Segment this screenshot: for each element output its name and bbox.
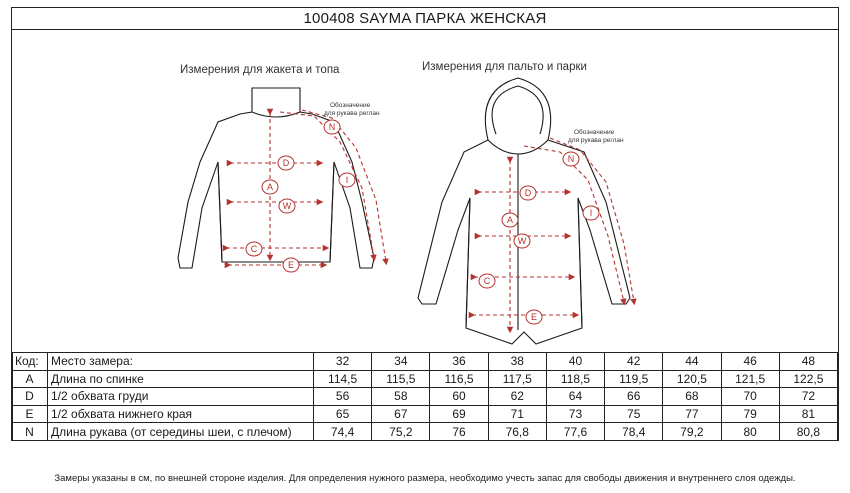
- parka-marker-i: I: [589, 208, 593, 218]
- row-value: 60: [430, 388, 488, 406]
- table-divider: [12, 352, 838, 353]
- row-value: 64: [546, 388, 604, 406]
- jacket-marker-c: C: [250, 244, 258, 254]
- parka-raglan-note: [568, 128, 624, 144]
- jacket-caption: Измерения для жакета и топа: [180, 64, 340, 76]
- row-code: D: [13, 388, 48, 406]
- row-value: 116,5: [430, 370, 488, 388]
- row-value: 119,5: [605, 370, 663, 388]
- row-value: 76: [430, 423, 488, 441]
- row-value: 120,5: [663, 370, 721, 388]
- parka-marker-c: C: [483, 276, 491, 286]
- row-value: 73: [546, 405, 604, 423]
- row-value: 70: [721, 388, 779, 406]
- parka-marker-d: D: [524, 188, 532, 198]
- parka-measure-lines: [472, 138, 634, 330]
- header-size: 44: [663, 353, 721, 371]
- jacket-marker-d: D: [282, 158, 290, 168]
- size-table: [12, 352, 838, 441]
- parka-marker-labels: [484, 154, 593, 322]
- row-value: 58: [372, 388, 430, 406]
- jacket-marker-a: A: [266, 182, 274, 192]
- parka-marker-n: N: [567, 154, 575, 164]
- jacket-raglan-line1: Обозначение: [330, 102, 371, 109]
- row-value: 74,4: [314, 423, 372, 441]
- header-size: 40: [546, 353, 604, 371]
- row-value: 122,5: [779, 370, 837, 388]
- header-code: Код:: [13, 353, 48, 371]
- parka-marker-w: W: [517, 236, 527, 246]
- jacket-marker-w: W: [282, 201, 292, 211]
- row-value: 77: [663, 405, 721, 423]
- row-value: 66: [605, 388, 663, 406]
- row-code: N: [13, 423, 48, 441]
- jacket-marker-n: N: [328, 122, 336, 132]
- header-size: 38: [488, 353, 546, 371]
- row-value: 80: [721, 423, 779, 441]
- header-size: 42: [605, 353, 663, 371]
- row-value: 78,4: [605, 423, 663, 441]
- row-value: 75: [605, 405, 663, 423]
- jacket-markers: [246, 120, 355, 272]
- table-row: [13, 370, 838, 388]
- row-place: 1/2 обхвата груди: [48, 388, 314, 406]
- size-chart-frame: [11, 7, 839, 441]
- row-value: 81: [779, 405, 837, 423]
- row-code: A: [13, 370, 48, 388]
- parka-marker-a: A: [506, 215, 514, 225]
- row-place: 1/2 обхвата нижнего края: [48, 405, 314, 423]
- row-value: 68: [663, 388, 721, 406]
- row-value: 76,8: [488, 423, 546, 441]
- header-place: Место замера:: [48, 353, 314, 371]
- parka-raglan-line2: для рукава реглан: [568, 137, 624, 144]
- row-value: 114,5: [314, 370, 372, 388]
- row-value: 62: [488, 388, 546, 406]
- row-value: 115,5: [372, 370, 430, 388]
- row-value: 117,5: [488, 370, 546, 388]
- jacket-marker-e: E: [287, 260, 295, 270]
- jacket-raglan-line2: для рукава реглан: [324, 110, 380, 117]
- table-row: [13, 423, 838, 441]
- table-row: [13, 388, 838, 406]
- row-value: 79,2: [663, 423, 721, 441]
- jacket-raglan-note: [324, 101, 380, 117]
- page-title: 100408 SAYMA ПАРКА ЖЕНСКАЯ: [12, 8, 838, 30]
- row-value: 71: [488, 405, 546, 423]
- row-value: 121,5: [721, 370, 779, 388]
- row-value: 118,5: [546, 370, 604, 388]
- jacket-measure-lines: [226, 110, 386, 265]
- parka-raglan-line1: Обозначение: [574, 129, 615, 136]
- row-value: 80,8: [779, 423, 837, 441]
- row-place: Длина по спинке: [48, 370, 314, 388]
- row-code: E: [13, 405, 48, 423]
- row-value: 72: [779, 388, 837, 406]
- footnote: Замеры указаны в см, по внешней стороне изделия. Для определения нужного размера, необходимо учесть запас для свободы движения и внутреннего слоя одежды.: [54, 473, 796, 484]
- row-value: 65: [314, 405, 372, 423]
- jacket-marker-i: I: [345, 175, 349, 185]
- header-size: 46: [721, 353, 779, 371]
- table-row: [13, 405, 838, 423]
- row-value: 79: [721, 405, 779, 423]
- coat-caption: Измерения для пальто и парки: [422, 61, 587, 73]
- row-value: 67: [372, 405, 430, 423]
- measurement-drawings: [12, 30, 838, 352]
- header-size: 34: [372, 353, 430, 371]
- table-header-row: [13, 353, 838, 371]
- row-value: 77,6: [546, 423, 604, 441]
- header-size: 48: [779, 353, 837, 371]
- garment-sketches: [12, 30, 838, 352]
- row-value: 69: [430, 405, 488, 423]
- parka-marker-e: E: [530, 312, 538, 322]
- header-size: 36: [430, 353, 488, 371]
- row-value: 56: [314, 388, 372, 406]
- header-size: 32: [314, 353, 372, 371]
- row-value: 75,2: [372, 423, 430, 441]
- row-place: Длина рукава (от середины шеи, с плечом): [48, 423, 314, 441]
